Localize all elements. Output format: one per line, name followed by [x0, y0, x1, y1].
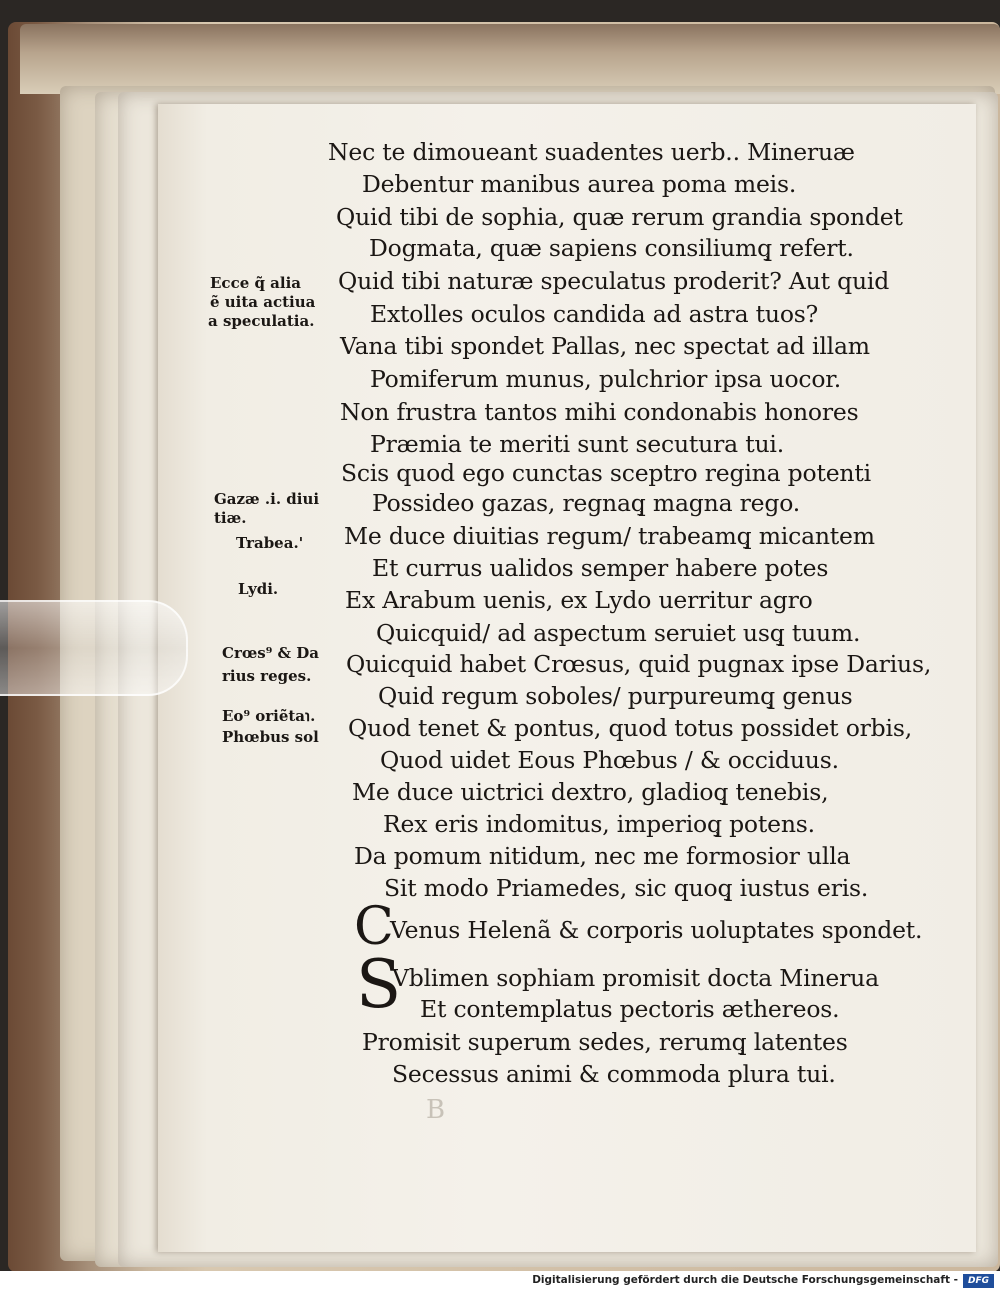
- verse-line: Quod tenet & pontus, quod totus possidet orbis,: [348, 714, 912, 742]
- verse-line: Ex Arabum uenis, ex Lydo uerritur agro: [345, 586, 813, 614]
- drop-capital: S: [356, 946, 402, 1023]
- verse-line: Debentur manibus aurea poma meis.: [362, 170, 797, 198]
- verse-line: Da pomum nitidum, nec me formosior ulla: [354, 842, 851, 870]
- verse-line: Extolles oculos candida ad astra tuos?: [370, 300, 819, 328]
- book-top-edge: [20, 24, 1000, 94]
- verse-line: Scis quod ego cunctas sceptro regina potenti: [341, 459, 871, 487]
- verse-line: Et contemplatus pectoris æthereos.: [420, 995, 840, 1023]
- marginal-note: Gazæ .i. diui: [214, 490, 320, 508]
- verse-line: Secessus animi & commoda plura tui.: [392, 1060, 836, 1088]
- marginal-note: Lydi.: [238, 580, 279, 598]
- verse-line: Quicquid/ ad aspectum seruiet usq̧ tuum.: [376, 619, 861, 647]
- verse-line: Quid tibi de sophia, quæ rerum grandia spondet: [336, 203, 903, 231]
- verse-line: Pomiferum munus, pulchrior ipsa uocor.: [370, 365, 842, 393]
- verse-line: Non frustra tantos mihi condonabis honores: [340, 398, 859, 426]
- signature-mark: B: [426, 1095, 445, 1125]
- verse-line: Quicquid habet Crœsus, quid pugnax ipse Darius,: [346, 650, 932, 678]
- verse-line: Dogmata, quæ sapiens consiliumq̧ refert.: [369, 234, 854, 262]
- page-holder-strip: [0, 600, 188, 696]
- paragraph-mark: C: [354, 897, 394, 957]
- verse-line: Possideo gazas, regnaq̧ magna rego.: [372, 489, 801, 517]
- marginal-note: ẽ uita actiua: [210, 293, 316, 311]
- verse-line: Quid regum soboles/ purpureumq̧ genus: [378, 682, 853, 710]
- verse-line: Nec te dimoueant suadentes uerb.. Mineruæ: [328, 138, 855, 166]
- verse-line: Quod uidet Eous Phœbus / & occiduus.: [380, 746, 839, 774]
- verse-line: Rex eris indomitus, imperioq̧ potens.: [383, 810, 815, 838]
- verse-line: Vblimen sophiam promisit docta Minerua: [392, 964, 879, 992]
- marginal-note: Ecce q̃ alia: [210, 274, 302, 292]
- marginal-note: a speculatia.: [208, 312, 315, 330]
- verse-line: Promisit superum sedes, rerumq̧ latentes: [362, 1028, 848, 1056]
- marginal-note: rius reges.: [222, 667, 312, 685]
- funding-credit: Digitalisierung gefördert durch die Deutsche Forschungsgemeinschaft -: [532, 1274, 958, 1286]
- verse-line: Quid tibi naturæ speculatus proderit? Aut quid: [338, 267, 890, 295]
- verse-line: Præmia te meriti sunt secutura tui.: [370, 430, 784, 458]
- marginal-note: Eo⁹ oriẽta℩.: [222, 707, 316, 725]
- footer-bar: [0, 1271, 1000, 1291]
- marginal-note: Phœbus sol: [222, 728, 319, 746]
- marginal-note: Trabea.': [236, 534, 304, 552]
- verse-line: Me duce diuitias regum/ trabeamq̧ micantem: [344, 522, 875, 550]
- verse-line: Sit modo Priamedes, sic quoq̧ iustus eris.: [384, 874, 869, 902]
- book-page: [158, 104, 976, 1252]
- verse-line: Me duce uictrici dextro, gladioq̧ tenebis,: [352, 778, 829, 806]
- verse-line: Vana tibi spondet Pallas, nec spectat ad illam: [340, 332, 870, 360]
- verse-line: Et currus ualidos semper habere potes: [372, 554, 829, 582]
- marginal-note: Crœs⁹ & Da: [222, 644, 319, 662]
- marginal-note: tiæ.: [214, 509, 247, 527]
- section-heading: Venus Helenã & corporis uoluptates spondet.: [390, 916, 923, 944]
- dfg-logo-icon: DFG: [963, 1274, 994, 1288]
